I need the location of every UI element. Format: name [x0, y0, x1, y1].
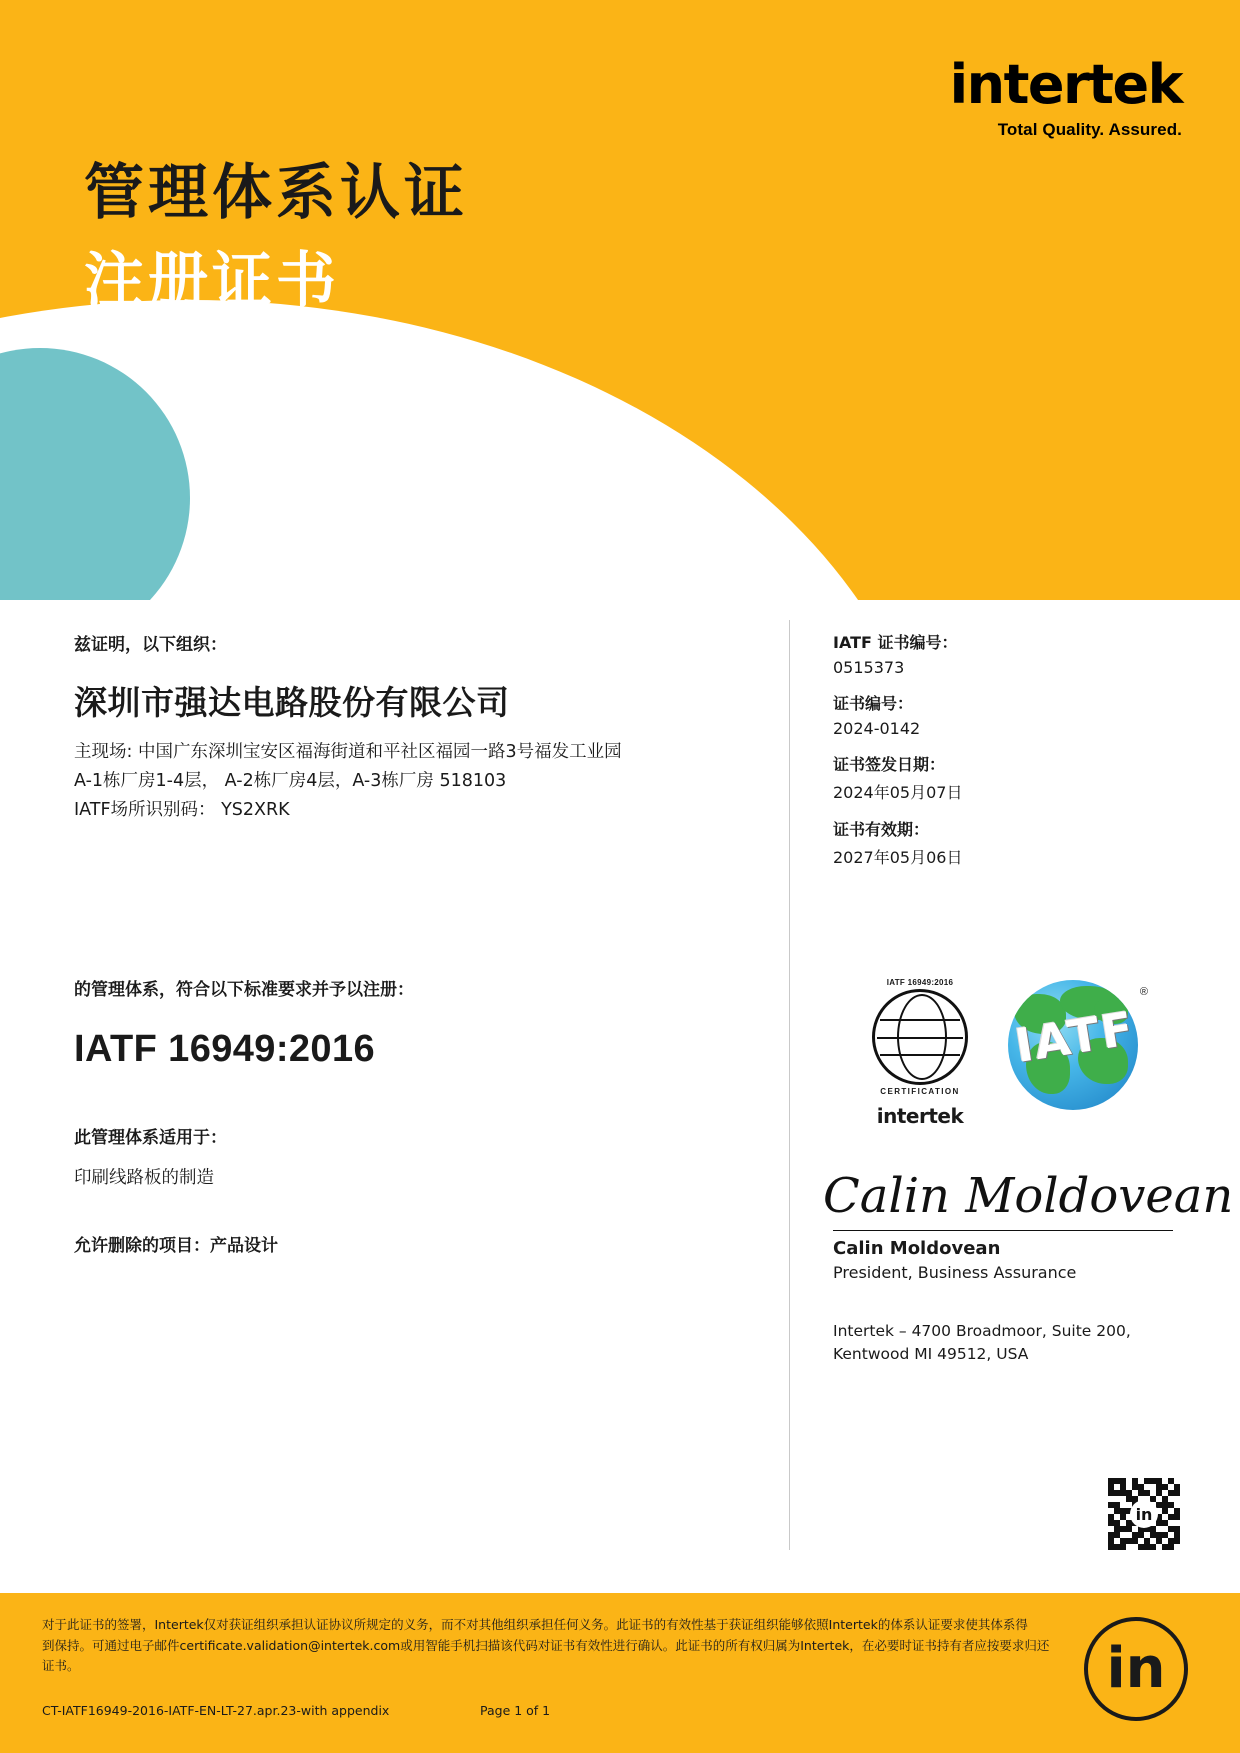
meta-certificate-number	[833, 691, 1173, 738]
standard-label: 的管理体系，符合以下标准要求并予以注册：	[74, 979, 414, 1000]
scope-label: 此管理体系适用于：	[74, 1127, 227, 1148]
signatory-name: Calin Moldovean	[833, 1238, 1001, 1259]
standard-name: IATF 16949:2016	[74, 1027, 376, 1070]
footer-disclaimer-line-1: 对于此证书的签署，Intertek仅对获证组织承担认证协议所规定的义务，而不对其他组织承担任何义务。此证书的有效性基于获证组织能够依照Intertek的体系认证要求使其体系得	[42, 1617, 1028, 1632]
organization-name: 深圳市强达电路股份有限公司	[74, 683, 510, 722]
signature-line	[833, 1230, 1173, 1231]
qr-code-logo: in	[1130, 1500, 1158, 1528]
intertek-logo	[949, 53, 1182, 140]
intertek-certification-mark	[855, 978, 985, 1128]
column-divider	[789, 620, 790, 1550]
organization-address	[74, 738, 754, 825]
signature-block	[823, 1168, 1234, 1367]
iatf-wordmark: IATF	[1011, 1000, 1139, 1074]
certificate-title-line-1: 管理体系认证	[84, 158, 468, 228]
signature-script: Calin Moldovean	[823, 1168, 1234, 1224]
meta-label: 证书有效期：	[833, 820, 930, 839]
iatf-logo-mark	[1000, 980, 1150, 1112]
globe-icon	[872, 989, 968, 1085]
scope-text: 印刷线路板的制造	[74, 1167, 214, 1188]
footer-page-number: Page 1 of 1	[480, 1703, 551, 1718]
certificate-left-column	[74, 630, 754, 1256]
issuer-address-line-1: Intertek – 4700 Broadmoor, Suite 200,	[833, 1322, 1131, 1340]
mark-bottom-text: CERTIFICATION	[880, 1087, 960, 1096]
footer-disclaimer-line-2: 到保持。可通过电子邮件certificate.validation@intertek.com或用智能手机扫描该代码对证书有效性进行确认。此证书的所有权归属为Intertek，在必要时证书持有者应按要求归还	[42, 1637, 1050, 1653]
meta-value: 2027年05月06日	[833, 848, 963, 867]
footer-document-code: CT-IATF16949-2016-IATF-EN-LT-27.apr.23-with appendix	[42, 1703, 390, 1718]
mark-intertek-wordmark: intertek	[876, 1104, 964, 1128]
address-line-1: 主现场: 中国广东深圳宝安区福海街道和平社区福园一路3号福发工业园	[74, 742, 622, 762]
mark-top-text: IATF 16949:2016	[886, 978, 954, 987]
exclusion-text: 允许删除的项目：产品设计	[74, 1235, 278, 1256]
certificate-right-column	[833, 630, 1173, 882]
address-line-3: IATF场所识别码： YS2XRK	[74, 799, 290, 820]
meta-label: 证书签发日期：	[833, 755, 946, 774]
registered-trademark-icon: ®	[1139, 986, 1148, 998]
meta-iatf-certificate-number	[833, 630, 1173, 677]
intertek-logo-tagline: Total Quality. Assured.	[997, 120, 1182, 139]
meta-issue-date	[833, 752, 1173, 803]
footer-disclaimer-line-3: 证书。	[42, 1658, 80, 1674]
certify-label: 兹证明，以下组织：	[74, 635, 227, 655]
qr-code[interactable]	[1108, 1478, 1180, 1550]
signatory-title: President, Business Assurance	[833, 1263, 1077, 1282]
issuer-address-line-2: Kentwood MI 49512, USA	[833, 1345, 1029, 1364]
issuer-address	[833, 1320, 1173, 1367]
meta-value: 0515373	[833, 658, 905, 677]
meta-label: IATF 证书编号：	[833, 633, 958, 652]
intertek-logo-wordmark: intertek	[949, 53, 1182, 116]
certificate-footer	[0, 1593, 1240, 1753]
accreditation-marks	[840, 978, 1170, 1128]
address-line-2: A-1栋厂房1-4层， A-2栋厂房4层，A-3栋厂房 518103	[74, 770, 507, 791]
intertek-circle-logo-icon: in	[1084, 1617, 1188, 1721]
certificate-title-line-2: 注册证书	[84, 246, 340, 316]
meta-label: 证书编号：	[833, 694, 914, 713]
certificate-header	[0, 0, 1240, 600]
meta-value: 2024年05月07日	[833, 783, 963, 802]
meta-value: 2024-0142	[833, 719, 921, 738]
meta-expiry-date	[833, 817, 1173, 868]
footer-disclaimer	[42, 1615, 1052, 1677]
